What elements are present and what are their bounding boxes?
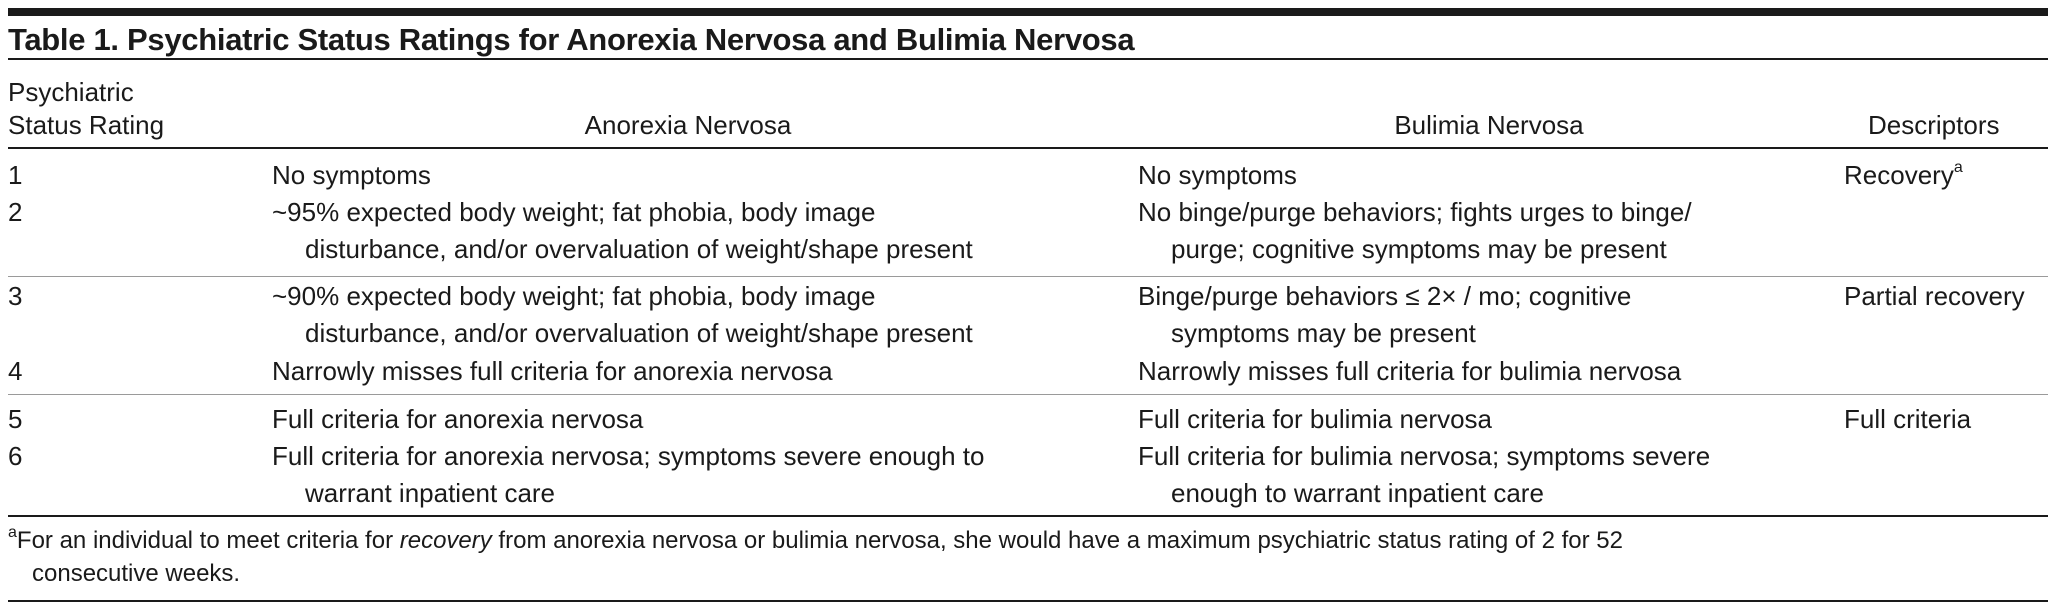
group-rule-2 xyxy=(8,394,2048,395)
row-2-anorexia: ~95% expected body weight; fat phobia, body image disturbance, and/or overvaluation of weight/shape present xyxy=(272,197,973,264)
row-1-bulimia: No symptoms xyxy=(1138,160,1297,190)
row-6-bulimia: Full criteria for bulimia nervosa; symptoms severe enough to warrant inpatient care xyxy=(1138,441,1711,508)
table-figure xyxy=(8,0,2048,614)
table-title: Table 1. Psychiatric Status Ratings for Anorexia Nervosa and Bulimia Nervosa xyxy=(8,22,1135,57)
header-bulimia: Bulimia Nervosa xyxy=(1394,110,1584,140)
row-4-rating: 4 xyxy=(8,356,23,386)
row-6-anorexia: Full criteria for anorexia nervosa; symptoms severe enough to warrant inpatient care xyxy=(272,441,985,508)
header-rating-line1: Psychiatric xyxy=(8,77,134,107)
top-rule xyxy=(8,8,2048,16)
row-4-bulimia: Narrowly misses full criteria for bulimia nervosa xyxy=(1138,356,1682,386)
row-5-rating: 5 xyxy=(8,404,23,434)
table-footnote: $^a$For an individual to meet criteria for recovery from anorexia nervosa or bulimia nervosa, she would have a maximum psychiatric status rating of 2 for 52 consecutive weeks. xyxy=(8,524,1623,587)
row-6-rating: 6 xyxy=(8,441,23,471)
row-1-anorexia: No symptoms xyxy=(272,160,431,190)
row-5-anorexia: Full criteria for anorexia nervosa xyxy=(272,404,644,434)
row-1-rating: 1 xyxy=(8,160,23,190)
bottom-rule xyxy=(8,515,2048,517)
row-4-anorexia: Narrowly misses full criteria for anorexia nervosa xyxy=(272,356,833,386)
row-3-descriptor: Partial recovery xyxy=(1844,281,2025,311)
header-rating-line2: Status Rating xyxy=(8,110,165,140)
group-rule-1 xyxy=(8,276,2048,277)
footnote-marker: a xyxy=(1953,159,1963,177)
row-1-descriptor: Recovery$^a$ xyxy=(1844,159,1963,190)
row-3-bulimia: Binge/purge behaviors ≤ 2× / mo; cognitive symptoms may be present xyxy=(1138,281,1632,348)
header-rule xyxy=(8,147,2048,149)
row-3-anorexia: ~90% expected body weight; fat phobia, body image disturbance, and/or overvaluation of weight/shape present xyxy=(272,281,973,348)
row-2-bulimia: No binge/purge behaviors; fights urges to binge/ purge; cognitive symptoms may be present xyxy=(1138,197,1692,264)
row-3-rating: 3 xyxy=(8,281,23,311)
header-rating xyxy=(8,76,164,142)
row-2-rating: 2 xyxy=(8,197,23,227)
header-descriptors: Descriptors xyxy=(1868,110,2000,140)
header-anorexia: Anorexia Nervosa xyxy=(584,110,792,140)
title-rule xyxy=(8,58,2048,60)
row-5-descriptor: Full criteria xyxy=(1844,404,1972,434)
footnote-rule xyxy=(8,600,2048,602)
row-5-bulimia: Full criteria for bulimia nervosa xyxy=(1138,404,1493,434)
footnote-marker-a: a xyxy=(8,524,17,541)
